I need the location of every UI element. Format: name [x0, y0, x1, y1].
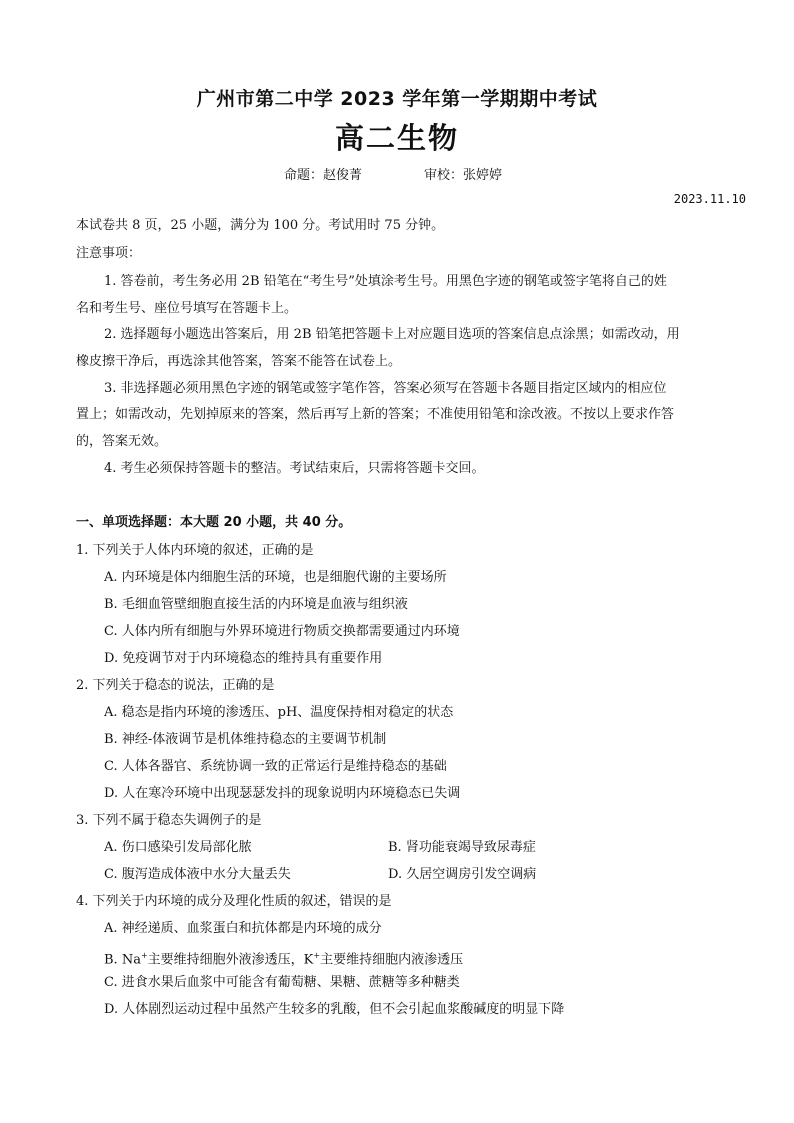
option-c: C. 腹泻造成体液中水分大量丢失 [104, 867, 291, 882]
note-line: 置上；如需改动，先划掉原来的答案，然后再写上新的答案；不准使用铅笔和涂改液。不按以上要求作答 [76, 407, 675, 422]
exam-subject: 高二生物 [334, 121, 459, 155]
note-line: 橡皮擦干净后，再选涂其他答案，答案不能答在试卷上。 [76, 354, 402, 369]
option-a: A. 稳态是指内环境的渗透压、pH、温度保持相对稳定的状态 [104, 705, 454, 720]
question-stem: 3. 下列不属于稳态失调例子的是 [76, 813, 262, 828]
option-b-suffix: 主要维持细胞内液渗透压 [320, 952, 464, 968]
note-line: 名和考生号、座位号填写在答题卡上。 [76, 301, 298, 316]
note-line: 2. 选择题每小题选出答案后，用 2B 铅笔把答题卡上对应题目选项的答案信息点涂黑；如需改动，用 [104, 327, 680, 342]
option-b-middle: 主要维持细胞外液渗透压，K [147, 952, 314, 968]
note-line: 1. 答卷前，考生务必用 2B 铅笔在“考生号”处填涂考生号。用黑色字迹的钢笔或签字笔将自己的姓 [104, 274, 667, 289]
option-b: B. 肾功能衰竭导致尿毒症 [388, 840, 536, 855]
question-stem: 4. 下列关于内环境的成分及理化性质的叙述，错误的是 [76, 894, 392, 909]
option-c: C. 人体内所有细胞与外界环境进行物质交换都需要通过内环境 [104, 624, 460, 639]
note-line: 的，答案无效。 [76, 434, 168, 449]
superscript-plus: + [313, 951, 321, 960]
option-d: D. 人体剧烈运动过程中虽然产生较多的乳酸，但不会引起血浆酸碱度的明显下降 [104, 1002, 565, 1017]
reviewer-line: 审校：张婷婷 [424, 168, 503, 183]
option-b [104, 946, 463, 970]
author-line: 命题：赵俊菁 [284, 168, 363, 183]
option-a: A. 伤口感染引发局部化脓 [104, 840, 252, 855]
note-line: 4. 考生必须保持答题卡的整洁。考试结束后，只需将答题卡交回。 [104, 461, 485, 476]
option-d: D. 久居空调房引发空调病 [388, 867, 537, 882]
option-c: C. 人体各器官、系统协调一致的正常运行是维持稳态的基础 [104, 759, 447, 774]
option-a: A. 神经递质、血浆蛋白和抗体都是内环境的成分 [104, 921, 382, 936]
option-c: C. 进食水果后血浆中可能含有葡萄糖、果糖、蔗糖等多种糖类 [104, 975, 460, 990]
option-b: B. 神经-体液调节是机体维持稳态的主要调节机制 [104, 732, 387, 747]
section-heading: 一、单项选择题：本大题 20 小题，共 40 分。 [76, 515, 352, 530]
exam-title: 广州市第二中学 2023 学年第一学期期中考试 [196, 88, 598, 110]
exam-date: 2023.11.10 [673, 192, 746, 206]
option-b-prefix: B. Na [104, 952, 141, 968]
question-stem: 2. 下列关于稳态的说法，正确的是 [76, 678, 275, 693]
option-b: B. 毛细血管壁细胞直接生活的内环境是血液与组织液 [104, 597, 408, 612]
intro-text: 本试卷共 8 页，25 小题，满分为 100 分。考试用时 75 分钟。 [76, 218, 445, 233]
question-stem: 1. 下列关于人体内环境的叙述，正确的是 [76, 543, 314, 558]
superscript-plus: + [140, 951, 148, 960]
option-d: D. 免疫调节对于内环境稳态的维持具有重要作用 [104, 651, 383, 666]
notes-title: 注意事项： [76, 246, 142, 261]
option-a: A. 内环境是体内细胞生活的环境，也是细胞代谢的主要场所 [104, 570, 447, 585]
option-d: D. 人在寒冷环境中出现瑟瑟发抖的现象说明内环境稳态已失调 [104, 786, 461, 801]
note-line: 3. 非选择题必须用黑色字迹的钢笔或签字笔作答，答案必须写在答题卡各题目指定区域内的相应位 [104, 381, 667, 396]
